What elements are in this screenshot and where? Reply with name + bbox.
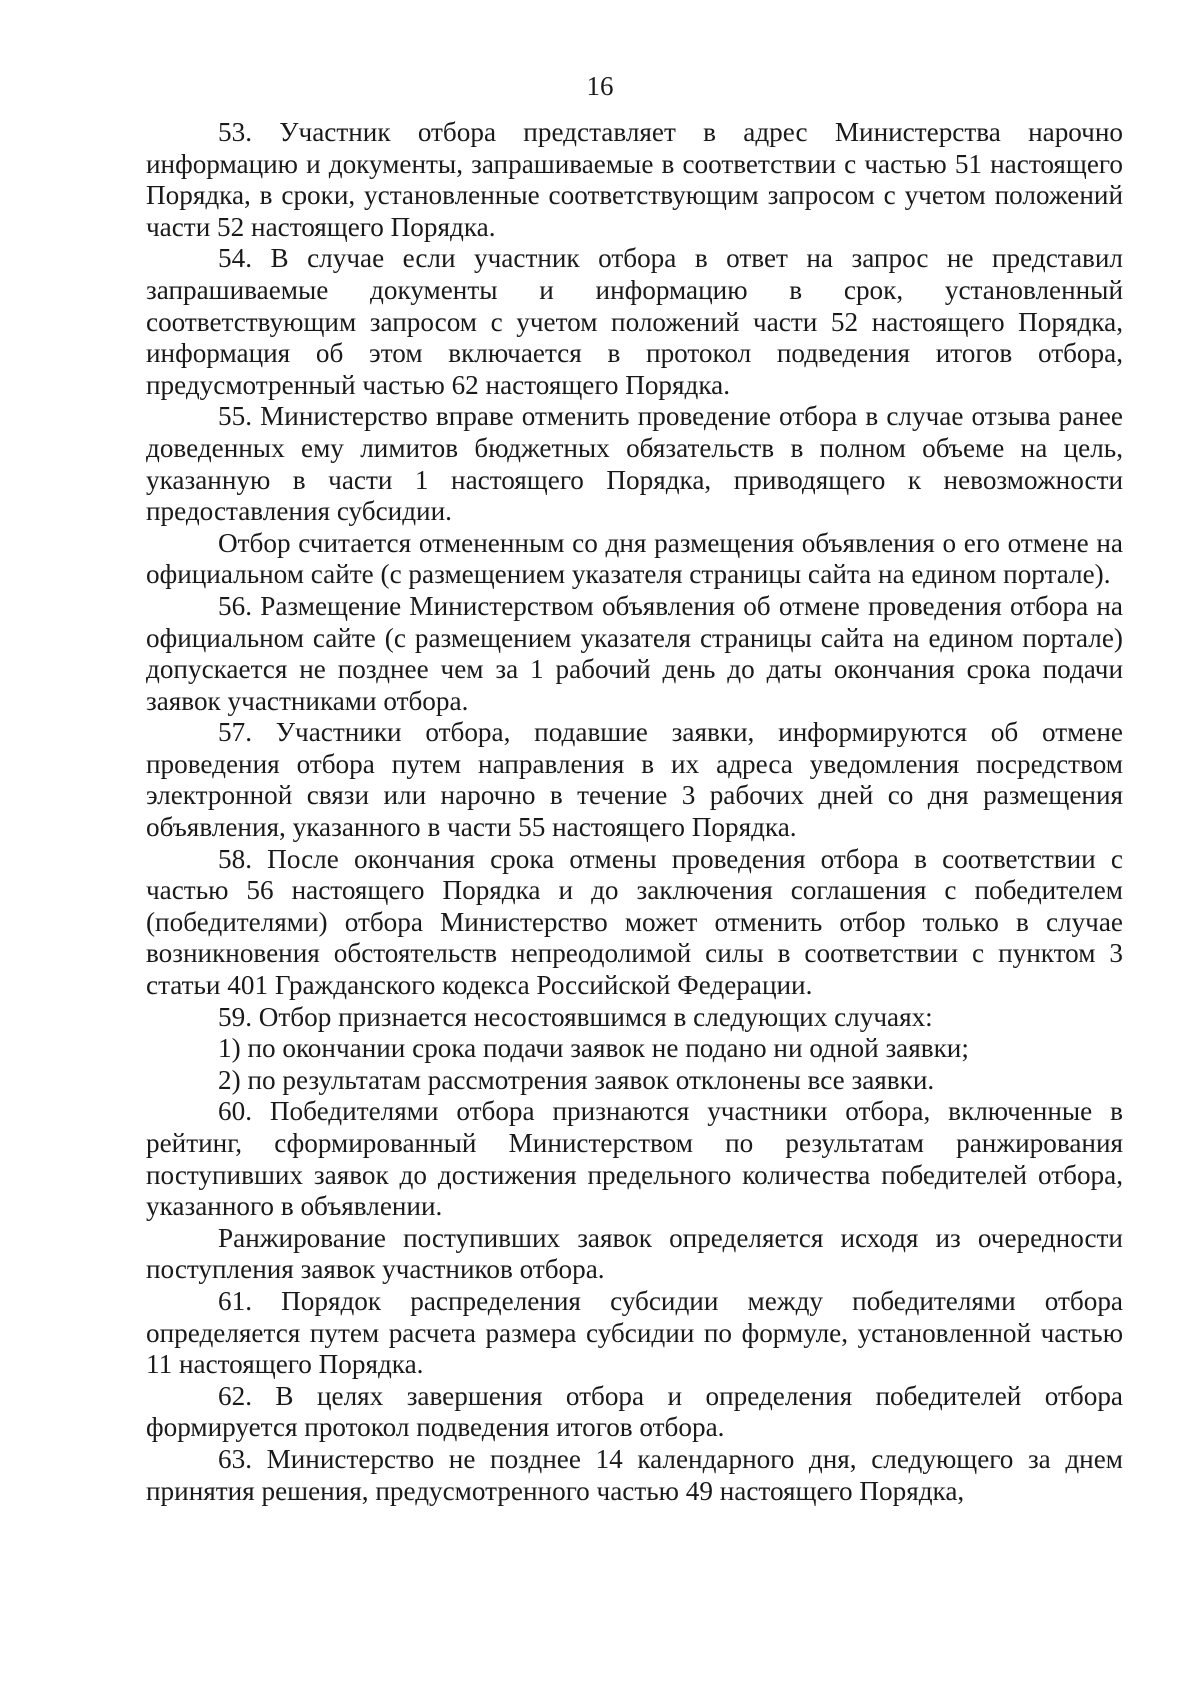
- paragraph-56: 56. Размещение Министерством объявления об отмене проведения отбора на официальном сайте (с размещением указателя страницы сайта на едином портале) допускается не позднее чем за 1 рабочий день до даты окончания срока подачи заявок участниками отбора.: [146, 590, 1123, 716]
- paragraph-57: 57. Участники отбора, подавшие заявки, информируются об отмене проведения отбора путем направления в их адреса уведомления посредством электронной связи или нарочно в течение 3 рабочих дней со дня размещения объявления, указанного в части 55 настоящего Порядка.: [146, 717, 1123, 843]
- paragraph-62: 62. В целях завершения отбора и определения победителей отбора формируется протокол подведения итогов отбора.: [146, 1380, 1123, 1443]
- paragraph-55-cont: Отбор считается отмененным со дня размещения объявления о его отмене на официальном сайте (с размещением указателя страницы сайта на едином портале).: [146, 527, 1123, 590]
- document-body: [146, 117, 1123, 1507]
- paragraph-59-item-1: 1) по окончании срока подачи заявок не подано ни одной заявки;: [218, 1033, 969, 1064]
- page-number: 16: [586, 71, 614, 101]
- paragraph-60-cont: Ранжирование поступивших заявок определяется исходя из очередности поступления заявок участников отбора.: [146, 1222, 1123, 1285]
- paragraph-59-item-2: 2) по результатам рассмотрения заявок отклонены все заявки.: [218, 1064, 935, 1095]
- paragraph-60: 60. Победителями отбора признаются участники отбора, включенные в рейтинг, сформированный Министерством по результатам ранжирования поступивших заявок до достижения предельного количества победителей отбора, указанного в объявлении.: [146, 1096, 1123, 1222]
- paragraph-58: 58. После окончания срока отмены проведения отбора в соответствии с частью 56 настоящего Порядка и до заключения соглашения с победителем (победителями) отбора Министерство может отменить отбор только в случае возникновения обстоятельств непреодолимой силы в соответствии с пунктом 3 статьи 401 Гражданского кодекса Российской Федерации.: [146, 843, 1123, 1001]
- paragraph-59: 59. Отбор признается несостоявшимся в следующих случаях:: [218, 1001, 933, 1032]
- paragraph-55: 55. Министерство вправе отменить проведение отбора в случае отзыва ранее доведенных ему лимитов бюджетных обязательств в полном объеме на цель, указанную в части 1 настоящего Порядка, приводящего к невозможности предоставления субсидии.: [146, 401, 1123, 527]
- paragraph-54: 54. В случае если участник отбора в ответ на запрос не представил запрашиваемые документы и информацию в срок, установленный соответствующим запросом с учетом положений части 52 настоящего Порядка, информация об этом включается в протокол подведения итогов отбора, предусмотренный частью 62 настоящего Порядка.: [146, 243, 1123, 400]
- paragraph-53: 53. Участник отбора представляет в адрес Министерства нарочно информацию и документы, запрашиваемые в соответствии с частью 51 настоящего Порядка, в сроки, установленные соответствующим запросом с учетом положений части 52 настоящего Порядка.: [146, 117, 1123, 242]
- paragraph-61: 61. Порядок распределения субсидии между победителями отбора определяется путем расчета размера субсидии по формуле, установленной частью 11 настоящего Порядка.: [146, 1285, 1123, 1380]
- paragraph-63: 63. Министерство не позднее 14 календарного дня, следующего за днем принятия решения, предусмотренного частью 49 настоящего Порядка,: [146, 1443, 1123, 1506]
